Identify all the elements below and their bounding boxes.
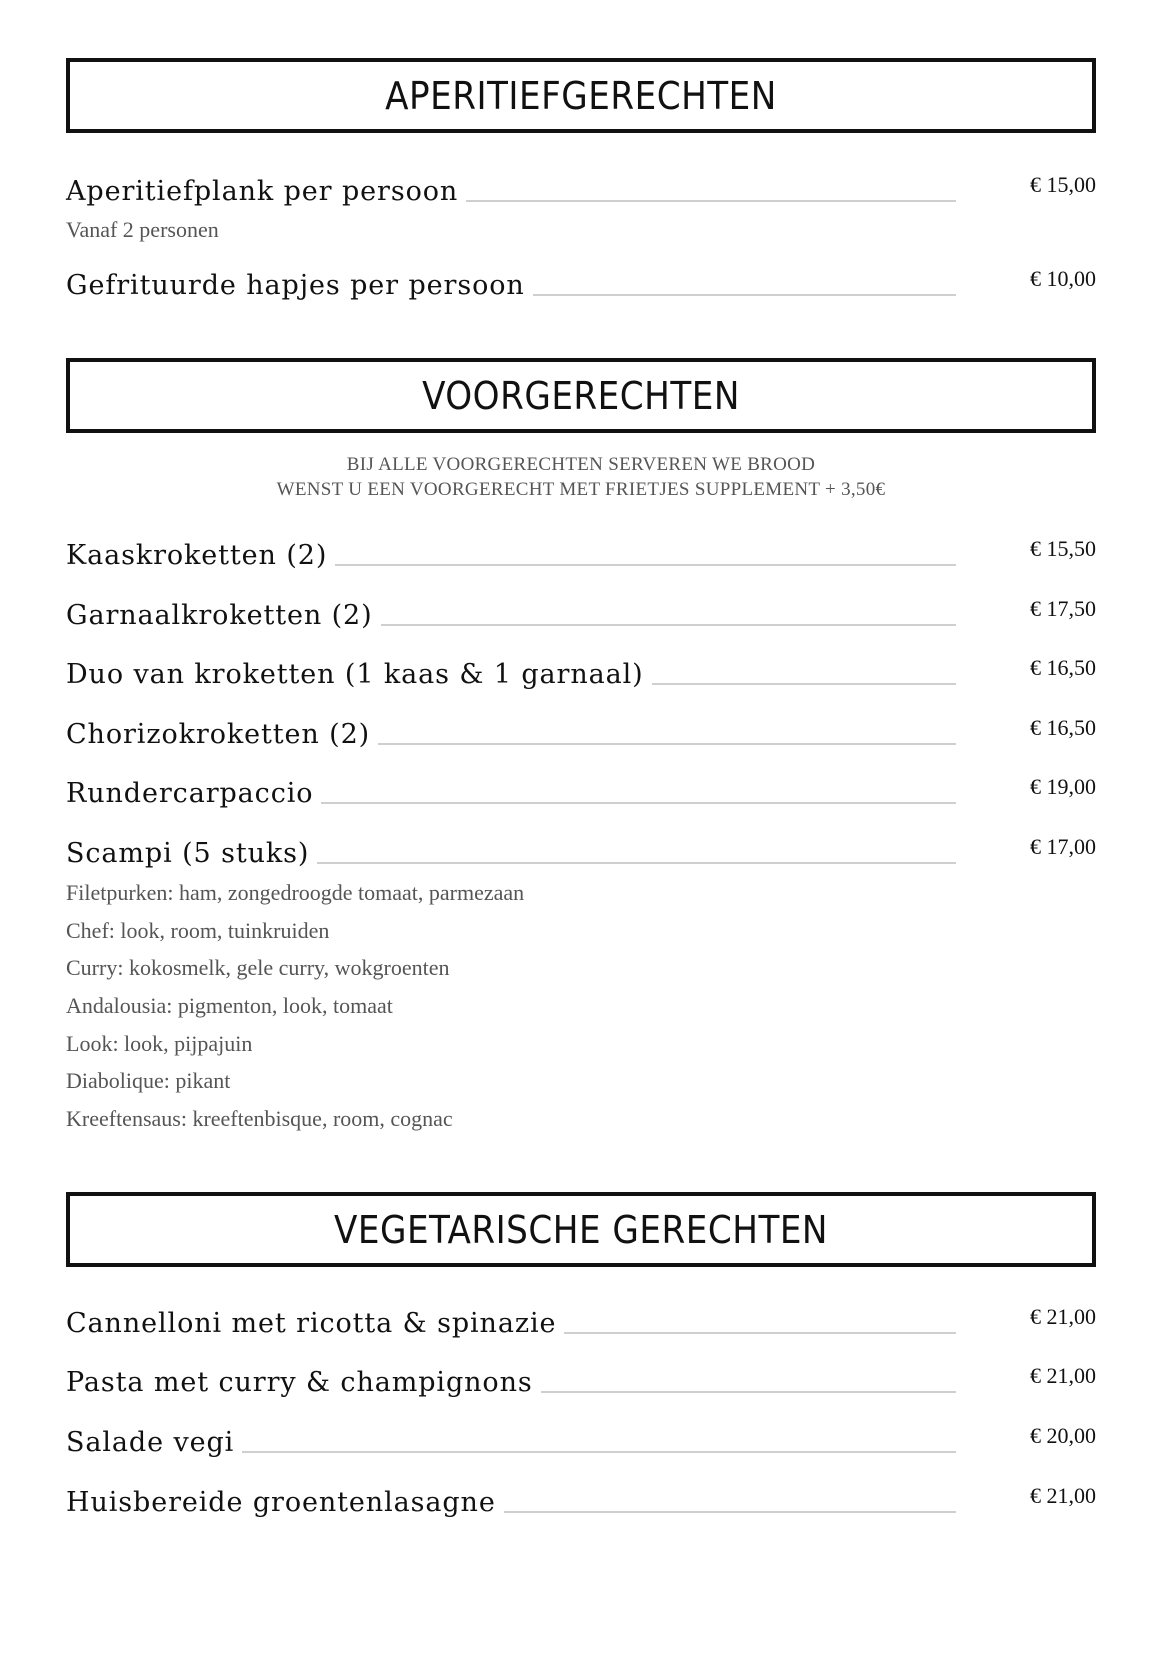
- menu-item: [66, 268, 1096, 304]
- leader-line: [242, 1451, 956, 1453]
- item-name: Scampi (5 stuks): [66, 838, 310, 869]
- item-price: € 17,00: [1030, 834, 1096, 859]
- item-price: € 21,00: [1030, 1304, 1096, 1329]
- menu-item: [66, 174, 1096, 210]
- leader-line: [466, 200, 956, 202]
- leader-line: [652, 683, 956, 685]
- leader-line: [381, 624, 956, 626]
- section-header-vegetarische-gerechten: [66, 1192, 1096, 1267]
- item-price: € 21,00: [1030, 1483, 1096, 1508]
- section-title: APERITIEFGERECHTEN: [385, 73, 777, 118]
- leader-line: [541, 1391, 956, 1393]
- menu-item: [66, 717, 1096, 753]
- scampi-option: Diabolique: pikant: [66, 1068, 231, 1093]
- scampi-option: Andalousia: pigmenton, look, tomaat: [66, 993, 393, 1018]
- item-price: € 20,00: [1030, 1423, 1096, 1448]
- item-price: € 10,00: [1030, 266, 1096, 291]
- item-note: Vanaf 2 personen: [66, 217, 219, 242]
- item-name: Rundercarpaccio: [66, 778, 314, 809]
- scampi-option: Kreeftensaus: kreeftenbisque, room, cognac: [66, 1106, 453, 1131]
- leader-line: [533, 294, 956, 296]
- item-name: Chorizokroketten (2): [66, 719, 371, 750]
- item-name: Salade vegi: [66, 1427, 235, 1458]
- item-name: Pasta met curry & champignons: [66, 1367, 533, 1398]
- scampi-option: Curry: kokosmelk, gele curry, wokgroenten: [66, 955, 450, 980]
- item-price: € 16,50: [1030, 655, 1096, 680]
- leader-line: [378, 743, 956, 745]
- item-name: Duo van kroketten (1 kaas & 1 garnaal): [66, 659, 644, 690]
- item-price: € 15,50: [1030, 536, 1096, 561]
- menu-item: [66, 538, 1096, 574]
- menu-item: [66, 1425, 1096, 1461]
- item-price: € 16,50: [1030, 715, 1096, 740]
- menu-item: [66, 836, 1096, 872]
- section-header-aperitiefgerechten: [66, 58, 1096, 133]
- menu-item: [66, 1306, 1096, 1342]
- menu-item: [66, 1485, 1096, 1521]
- item-name: Aperitiefplank per persoon: [66, 176, 459, 207]
- leader-line: [317, 862, 956, 864]
- item-name: Garnaalkroketten (2): [66, 600, 373, 631]
- scampi-option: Filetpurken: ham, zongedroogde tomaat, parmezaan: [66, 880, 525, 905]
- section-title: VEGETARISCHE GERECHTEN: [333, 1207, 829, 1252]
- section-subtitle: BIJ ALLE VOORGERECHTEN SERVEREN WE BROOD: [346, 454, 816, 475]
- scampi-option: Look: look, pijpajuin: [66, 1031, 253, 1056]
- menu-item: [66, 1365, 1096, 1401]
- scampi-option: Chef: look, room, tuinkruiden: [66, 918, 330, 943]
- section-header-voorgerechten: [66, 358, 1096, 433]
- section-title: VOORGERECHTEN: [422, 373, 740, 418]
- item-name: Cannelloni met ricotta & spinazie: [66, 1308, 557, 1339]
- item-price: € 21,00: [1030, 1363, 1096, 1388]
- item-price: € 17,50: [1030, 596, 1096, 621]
- leader-line: [504, 1511, 956, 1513]
- leader-line: [335, 564, 956, 566]
- item-price: € 15,00: [1030, 172, 1096, 197]
- section-subtitle: WENST U EEN VOORGERECHT MET FRIETJES SUPPLEMENT + 3,50€: [276, 479, 886, 500]
- leader-line: [564, 1332, 956, 1334]
- menu-item: [66, 776, 1096, 812]
- menu-item: [66, 598, 1096, 634]
- item-name: Gefrituurde hapjes per persoon: [66, 270, 525, 301]
- leader-line: [321, 802, 956, 804]
- item-name: Kaaskroketten (2): [66, 540, 328, 571]
- item-name: Huisbereide groentenlasagne: [66, 1487, 496, 1518]
- menu-item: [66, 657, 1096, 693]
- item-price: € 19,00: [1030, 774, 1096, 799]
